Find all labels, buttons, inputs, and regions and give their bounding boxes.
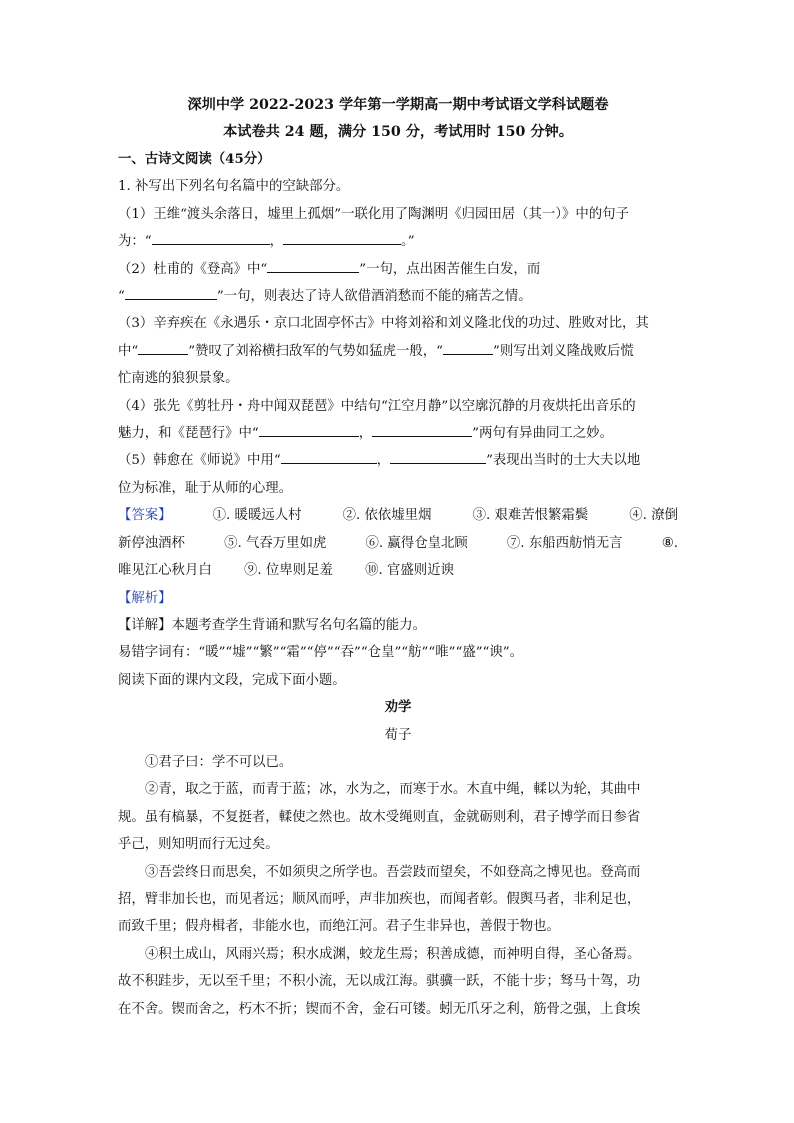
q1-3-line1: （3）辛弃疾在《永遇乐・京口北固亭怀古》中将刘裕和刘义隆北伐的功过、胜败对比，其 (118, 316, 649, 332)
answer-item: ⑦. 东船西舫悄无言 (506, 535, 623, 551)
answer-blank (283, 231, 401, 245)
answer-line2 (118, 530, 678, 557)
q1-1-line1: （1）王维“渡头余落日，墟里上孤烟”一联化用了陶渊明《归园田居（其一）》中的句子 (118, 206, 629, 222)
exam-subtitle: 本试卷共 24 题，满分 150 分，考试用时 150 分钟。 (223, 124, 573, 140)
answer-item: 唯见江心秋月白 (118, 563, 212, 579)
answer-item: ⑨. 位卑则足羞 (244, 563, 333, 579)
answer-blank (259, 423, 359, 437)
q1-3-line3: 忙南逃的狼狈景象。 (118, 371, 239, 387)
answer-item: ⑧. (661, 535, 678, 551)
q1-2-line1 (118, 256, 678, 283)
answer-item: ⑥. 赢得仓皇北顾 (365, 535, 468, 551)
q1-5-line2: 位为标准，耻于从师的心理。 (118, 480, 293, 496)
q1-1-line2 (118, 228, 678, 255)
q1-3-line2 (118, 338, 678, 365)
analysis-label: 【解析】 (118, 590, 172, 606)
section-heading: 一、古诗文阅读（45分） (118, 151, 271, 167)
text: ”两句有异曲同工之妙。 (472, 426, 613, 442)
passage-paragraph: ①君子曰：学不可以已。 (145, 754, 293, 770)
text: 。” (401, 234, 415, 250)
text: 中“ (118, 343, 139, 359)
text: ， (358, 426, 373, 442)
text: 为：“ (118, 234, 152, 250)
passage-paragraph: 故不积跬步，无以至千里；不积小流，无以成江海。骐骥一跃，不能十步；驽马十驾，功 (118, 974, 641, 990)
passage-paragraph: 乎己，则知明而行无过矣。 (118, 837, 279, 853)
text: （5）韩愈在《师说》中用“ (118, 453, 281, 469)
document-page (118, 92, 678, 1023)
text: ”表现出当时的士大夫以地 (486, 453, 641, 469)
q1-2-line2 (118, 283, 678, 310)
text: ， (376, 453, 391, 469)
passage-author: 荀子 (384, 727, 412, 743)
q1-4-line1: （4）张先《剪牡丹・舟中闻双琵琶》中结句“江空月静”以空廓沉静的月夜烘托出音乐的 (118, 398, 636, 414)
analysis-typos: 易错字词有：“暖”“墟”“繁”“霜”“停”“吞”“仓皇”“舫”“唯”“盛”“谀”。 (118, 645, 524, 661)
q1-4-line2 (118, 420, 678, 447)
answer-item: ②. 依依墟里烟 (342, 508, 432, 524)
passage-paragraph: 而致千里；假舟楫者，非能水也，而绝江河。君子生非异也，善假于物也。 (118, 919, 560, 935)
answer-label: 【答案】 (118, 508, 172, 524)
text: ”一句，则表达了诗人欲借酒消愁而不能的痛苦之情。 (216, 289, 532, 305)
answer-line3 (118, 557, 678, 584)
reading-instruction: 阅读下面的课内文段，完成下面小题。 (118, 672, 346, 688)
answer-item: ③. 艰难苦恨繁霜鬓 (472, 508, 589, 524)
answer-blank (267, 259, 359, 273)
passage-paragraph: 在不舍。锲而舍之，朽木不折；锲而不舍，金石可镂。蚓无爪牙之利，筋骨之强，上食埃 (118, 1001, 641, 1017)
answer-blank (390, 450, 486, 464)
answer-item: ⑩. 官盛则近谀 (365, 563, 454, 579)
answer-blank (152, 231, 270, 245)
question-stem: 1. 补写出下列名句名篇中的空缺部分。 (118, 179, 350, 195)
text: ， (269, 234, 284, 250)
answer-blank (125, 286, 217, 300)
text: （2）杜甫的《登高》中“ (118, 261, 268, 277)
passage-paragraph: 规。虽有槁暴，不复挺者，輮使之然也。故木受绳则直，金就砺则利，君子博学而日参省 (118, 809, 641, 825)
answer-blank (138, 341, 188, 355)
q1-5-line1 (118, 447, 678, 474)
answer-item: ①. 暖暖远人村 (212, 508, 302, 524)
answer-blank (443, 341, 493, 355)
text: “ (118, 289, 125, 305)
answer-blank (372, 423, 472, 437)
text: ”一句，点出困苦催生白发，而 (359, 261, 541, 277)
passage-paragraph: 招，臂非加长也，而见者远；顺风而呼，声非加疾也，而闻者彰。假舆马者，非利足也， (118, 891, 641, 907)
passage-paragraph: ③吾尝终日而思矣，不如须臾之所学也。吾尝跂而望矣，不如登高之博见也。登高而 (145, 864, 641, 880)
passage-paragraph: ④积土成山，风雨兴焉；积水成渊，蛟龙生焉；积善成德，而神明自得，圣心备焉。 (145, 946, 641, 962)
answer-blank (281, 450, 377, 464)
text: ”则写出刘义隆战败后慌 (492, 343, 634, 359)
passage-title: 劝学 (384, 699, 412, 716)
answer-item: ④. 潦倒 (629, 508, 678, 524)
analysis-detail: 【详解】本题考查学生背诵和默写名句名篇的能力。 (118, 617, 426, 633)
text: 魅力，和《琵琶行》中“ (118, 426, 259, 442)
answer-line1 (118, 502, 678, 529)
exam-title: 深圳中学 2022-2023 学年第一学期高一期中考试语文学科试题卷 (187, 97, 609, 113)
passage-paragraph: ②青，取之于蓝，而青于蓝；冰，水为之，而寒于水。木直中绳，輮以为轮，其曲中 (145, 782, 641, 798)
answer-item: ⑤. 气吞万里如虎 (224, 535, 327, 551)
text: ”赞叹了刘裕横扫敌军的气势如猛虎一般，“ (188, 343, 443, 359)
answer-item: 新停浊酒杯 (118, 535, 185, 551)
